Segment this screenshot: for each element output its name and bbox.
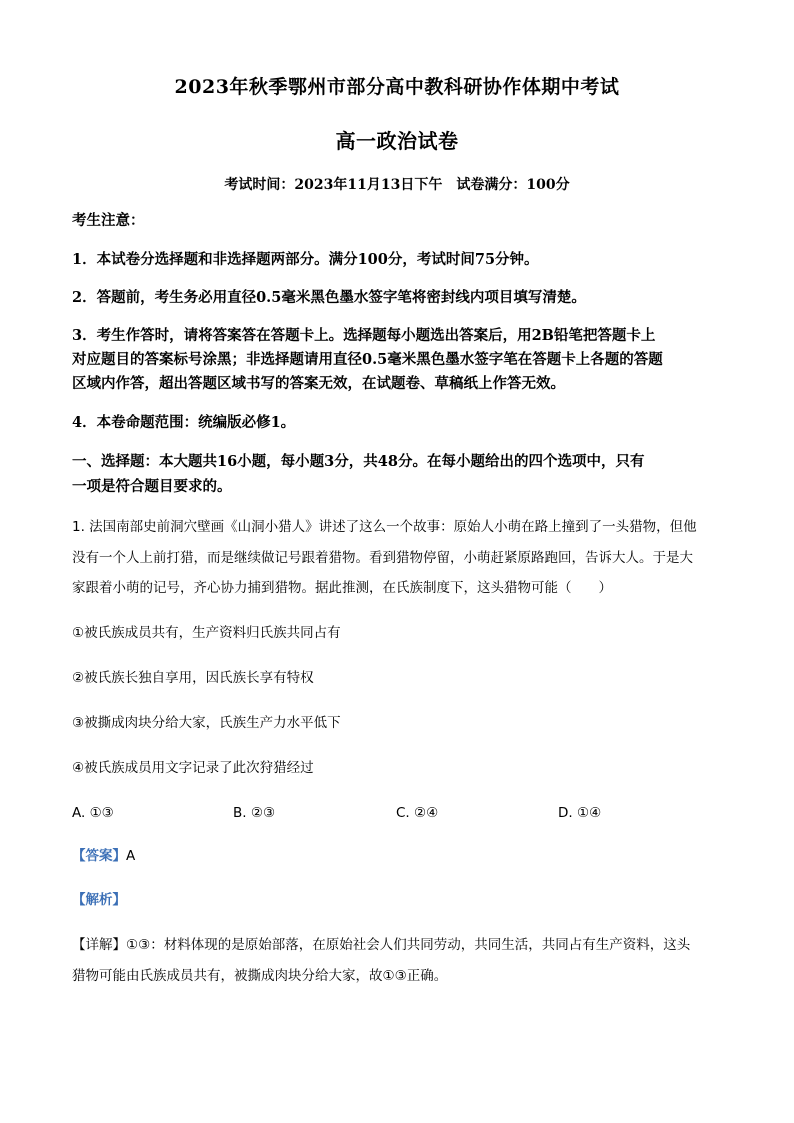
answer-value: A (126, 848, 136, 864)
option-d: D. ①④ (558, 805, 602, 821)
notice-item: 4．本卷命题范围：统编版必修1。 (72, 414, 296, 431)
analysis-label: 【解析】 (72, 892, 126, 908)
detail-text-cont: 猎物可能由氏族成员共有，被撕成肉块分给大家，故①③正确。 (72, 968, 448, 984)
option-a: A. ①③ (72, 805, 114, 821)
notice-item: 对应题目的答案标号涂黑；非选择题请用直径0.5毫米黑色墨水签字笔在答题卡上各题的答题 (72, 351, 663, 368)
answer-line (72, 842, 726, 871)
notice-item: 区域内作答，超出答题区域书写的答案无效，在试题卷、草稿纸上作答无效。 (72, 375, 565, 392)
answer-label: 【答案】 (72, 848, 126, 864)
option-c: C. ②④ (396, 805, 439, 821)
analysis-line (72, 886, 726, 915)
notice-item: 1．本试卷分选择题和非选择题两部分。满分100分，考试时间75分钟。 (72, 251, 539, 268)
detail-line (72, 931, 726, 960)
detail-text: ①③：材料体现的是原始部落，在原始社会人们共同劳动，共同生活，共同占有生产资料，这头 (126, 937, 691, 953)
statement-item: ②被氏族长独自享用，因氏族长享有特权 (72, 670, 314, 686)
option-b: B. ②③ (233, 805, 276, 821)
section-heading: 一、选择题：本大题共16小题，每小题3分，共48分。在每小题给出的四个选项中，只有 (72, 453, 645, 470)
question-stem: 没有一个人上前打猎，而是继续做记号跟着猎物。看到猎物停留，小萌赶紧原路跑回，告诉大人。于是大 (72, 550, 693, 566)
statement-item: ④被氏族成员用文字记录了此次狩猎经过 (72, 760, 314, 776)
statement-item: ③被撕成肉块分给大家，氏族生产力水平低下 (72, 715, 341, 731)
notice-heading: 考生注意： (72, 212, 145, 229)
exam-meta: 考试时间：2023年11月13日下午 试卷满分：100分 (224, 177, 570, 193)
section-heading-cont: 一项是符合题目要求的。 (72, 478, 232, 495)
notice-item: 2．答题前，考生务必用直径0.5毫米黑色墨水签字笔将密封线内项目填写清楚。 (72, 289, 586, 306)
exam-title: 2023年秋季鄂州市部分高中教科研协作体期中考试 (174, 76, 620, 98)
detail-label: 【详解】 (72, 937, 126, 953)
question-stem: 家跟着小萌的记号，齐心协力捕到猎物。据此推测，在氏族制度下，这头猎物可能（ ） (72, 580, 612, 596)
exam-subtitle: 高一政治试卷 (335, 129, 459, 153)
statement-item: ①被氏族成员共有，生产资料归氏族共同占有 (72, 625, 341, 641)
question-stem: 1. 法国南部史前洞穴壁画《山洞小猎人》讲述了这么一个故事：原始人小萌在路上撞到了一头猎物，但他 (72, 519, 697, 535)
notice-item: 3．考生作答时，请将答案答在答题卡上。选择题每小题选出答案后，用2B铅笔把答题卡上 (72, 327, 656, 344)
